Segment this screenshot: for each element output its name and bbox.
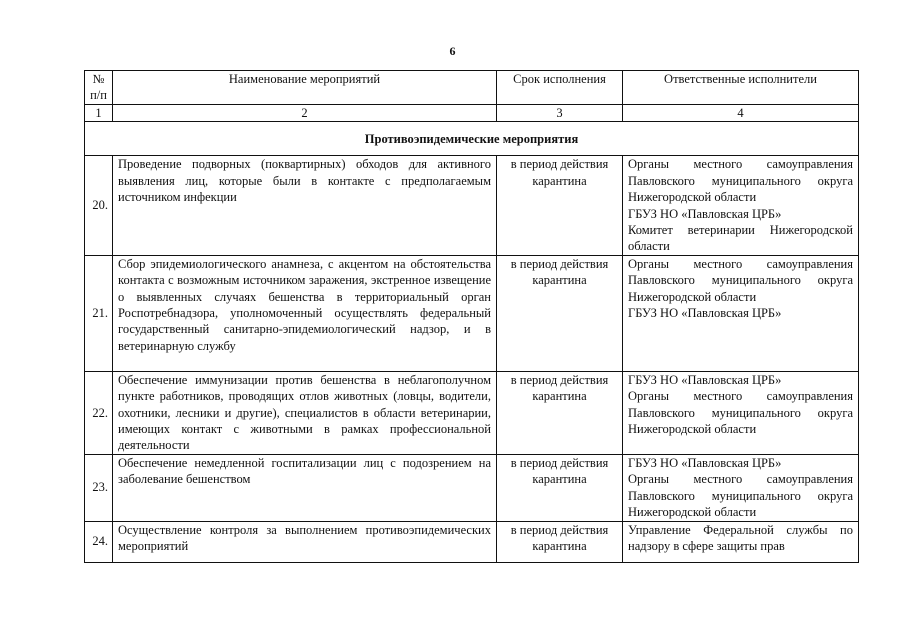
section-row <box>85 122 859 156</box>
responsible-line: Комитет ветеринарии Нижегородской области <box>628 223 853 254</box>
row-number: 23. <box>85 454 113 521</box>
row-term: в период действия карантина <box>497 371 623 454</box>
table-row <box>85 454 859 521</box>
row-number: 22. <box>85 371 113 454</box>
header-name: Наименование мероприятий <box>113 71 497 105</box>
column-number: 4 <box>623 105 859 122</box>
row-term: в период действия карантина <box>497 521 623 562</box>
page-number: 6 <box>449 44 456 58</box>
row-measure: Обеспечение немедленной госпитализации лиц с подозрением на заболевание бешенством <box>113 454 497 521</box>
row-number: 24. <box>85 521 113 562</box>
section-title: Противоэпидемические мероприятия <box>85 122 859 156</box>
table-row <box>85 371 859 454</box>
row-measure: Осуществление контроля за выполнением противоэпидемических мероприятий <box>113 521 497 562</box>
header-responsible: Ответственные исполнители <box>623 71 859 105</box>
row-term: в период действия карантина <box>497 454 623 521</box>
responsible-line: Органы местного самоуправления Павловского муниципального округа Нижегородской области <box>628 256 853 304</box>
responsible-line: ГБУЗ НО «Павловская ЦРБ» <box>628 372 782 387</box>
column-number: 3 <box>497 105 623 122</box>
column-number: 1 <box>85 105 113 122</box>
row-responsible <box>623 255 859 371</box>
responsible-line: Управление Федеральной службы по надзору в сфере защиты прав <box>628 522 853 553</box>
responsible-line: Органы местного самоуправления Павловского муниципального округа Нижегородской области <box>628 389 853 437</box>
column-number: 2 <box>113 105 497 122</box>
responsible-line: ГБУЗ НО «Павловская ЦРБ» <box>628 455 782 470</box>
row-term: в период действия карантина <box>497 255 623 371</box>
row-term: в период действия карантина <box>497 156 623 255</box>
row-measure: Сбор эпидемиологического анамнеза, с акцентом на обстоятельства контакта с возможным источником заражения, экстренное извещение о выявленных случаях бешенства в территориальный орган Роспотребнадзора, уполномоченный осуществлять федеральный государственный санитарно-эпидемиологический надзор, и в ветеринарную службу <box>113 255 497 371</box>
row-number: 20. <box>85 156 113 255</box>
row-responsible <box>623 521 859 562</box>
table-row <box>85 156 859 255</box>
responsible-line: Органы местного самоуправления Павловского муниципального округа Нижегородской области <box>628 472 853 520</box>
row-responsible <box>623 454 859 521</box>
responsible-line: ГБУЗ НО «Павловская ЦРБ» <box>628 206 782 221</box>
table-row <box>85 255 859 371</box>
table-header-row <box>85 71 859 105</box>
responsible-line: ГБУЗ НО «Павловская ЦРБ» <box>628 306 782 321</box>
column-numbers-row <box>85 105 859 122</box>
row-number: 21. <box>85 255 113 371</box>
row-responsible <box>623 156 859 255</box>
row-responsible <box>623 371 859 454</box>
table-row <box>85 521 859 562</box>
header-term: Срок исполнения <box>497 71 623 105</box>
row-measure: Обеспечение иммунизации против бешенства в неблагополучном пункте работников, проводящих отлов животных (ловцы, водители, охотники, лесники и другие), специалистов в области ветеринарии, имеющих контакт с животными в рамках профессиональной деятельности <box>113 371 497 454</box>
responsible-line: Органы местного самоуправления Павловского муниципального округа Нижегородской области <box>628 157 853 205</box>
measures-table <box>84 70 859 563</box>
header-number: № п/п <box>85 71 113 105</box>
row-measure: Проведение подворных (поквартирных) обходов для активного выявления лиц, которые были в контакте с предполагаемым источником инфекции <box>113 156 497 255</box>
